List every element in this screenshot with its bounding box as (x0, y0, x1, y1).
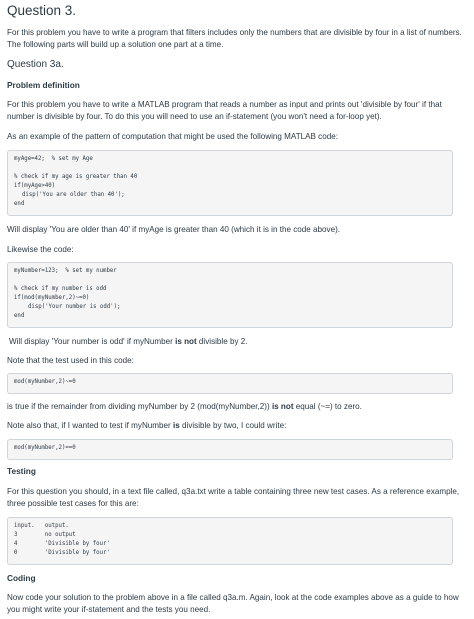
emphasis-is-not: is not (271, 402, 294, 411)
code-line (14, 164, 446, 173)
emphasis-is-not: is not (175, 337, 197, 346)
testing-heading: Testing (7, 466, 36, 476)
coding-heading: Coding (7, 573, 36, 583)
code-line: 4 'Divisible by four' (14, 541, 110, 547)
code-block-mod-not-equal (7, 373, 453, 394)
code-line: myAge=42; % set my Age (14, 156, 93, 162)
note-also-paragraph: Note also that, if I wanted to test if myNumber is divisible by two, I could write: (7, 421, 287, 430)
code-line: % check if my age is greater than 40 (14, 174, 138, 180)
code-line: end (14, 313, 25, 319)
code-line: input. output. (14, 523, 69, 529)
code-line: if(mod(myNumber,2)~=0) (14, 295, 90, 301)
code-line: disp('Your number is odd'); (28, 304, 121, 310)
code-line: disp('You are older than 40'); (22, 192, 125, 198)
code-line: if(myAge>40) (14, 183, 56, 189)
code-block-test-cases (7, 517, 453, 565)
testing-paragraph: For this question you should, in a text file called, q3a.txt write a table containing three new test cases. As a reference example, three possible test cases for this are: (7, 487, 460, 508)
likewise-paragraph: Likewise the code: (7, 245, 74, 254)
example-intro-paragraph: As an example of the pattern of computation that might be used the following MATLAB code: (7, 132, 338, 141)
problem-definition-paragraph: For this problem you have to write a MATLAB program that reads a number as input and prints out 'divisible by four' if that number is divisible by four. To do this you will need to use an if-statement (you won't need a for-loop yet). (7, 100, 442, 121)
page-title: Question 3. (7, 3, 77, 18)
code-line (14, 276, 446, 285)
note-test-paragraph: Note that the test used in this code: (7, 356, 134, 365)
intro-paragraph: For this problem you have to write a program that filters includes only the numbers that are divisible by four in a list of numbers. The following parts will build up a solution one part at a time. (7, 28, 462, 49)
display-older-paragraph: Will display 'You are older than 40' if myAge is greater than 40 (which it is in the code above). (7, 225, 341, 234)
code-line: myNumber=123; % set my number (14, 268, 117, 274)
code-block-number (7, 262, 453, 328)
code-line: % check if my number is odd (14, 286, 107, 292)
code-block-age (7, 150, 453, 216)
true-if-paragraph: is true if the remainder from dividing myNumber by 2 (mod(myNumber,2)) is not equal (~=) to zero. (7, 402, 362, 411)
code-line: 3 no output (14, 532, 76, 538)
code-line: mod(myNumber,2)==0 (14, 445, 76, 451)
code-line: mod(myNumber,2)~=0 (14, 379, 76, 385)
emphasis-is: is (173, 421, 180, 430)
question-3a-heading: Question 3a. (7, 59, 64, 70)
coding-paragraph: Now code your solution to the problem above in a file called q3a.m. Again, look at the code examples above as a guide to how you might write your if-statement and the tests you need. (7, 593, 459, 614)
display-odd-paragraph: Will display 'Your number is odd' if myNumber is not divisible by 2. (9, 337, 248, 346)
problem-definition-heading: Problem definition (7, 80, 80, 90)
code-line: 0 'Divisible by four' (14, 550, 110, 556)
code-line: end (14, 201, 25, 207)
code-block-mod-equal (7, 439, 453, 460)
